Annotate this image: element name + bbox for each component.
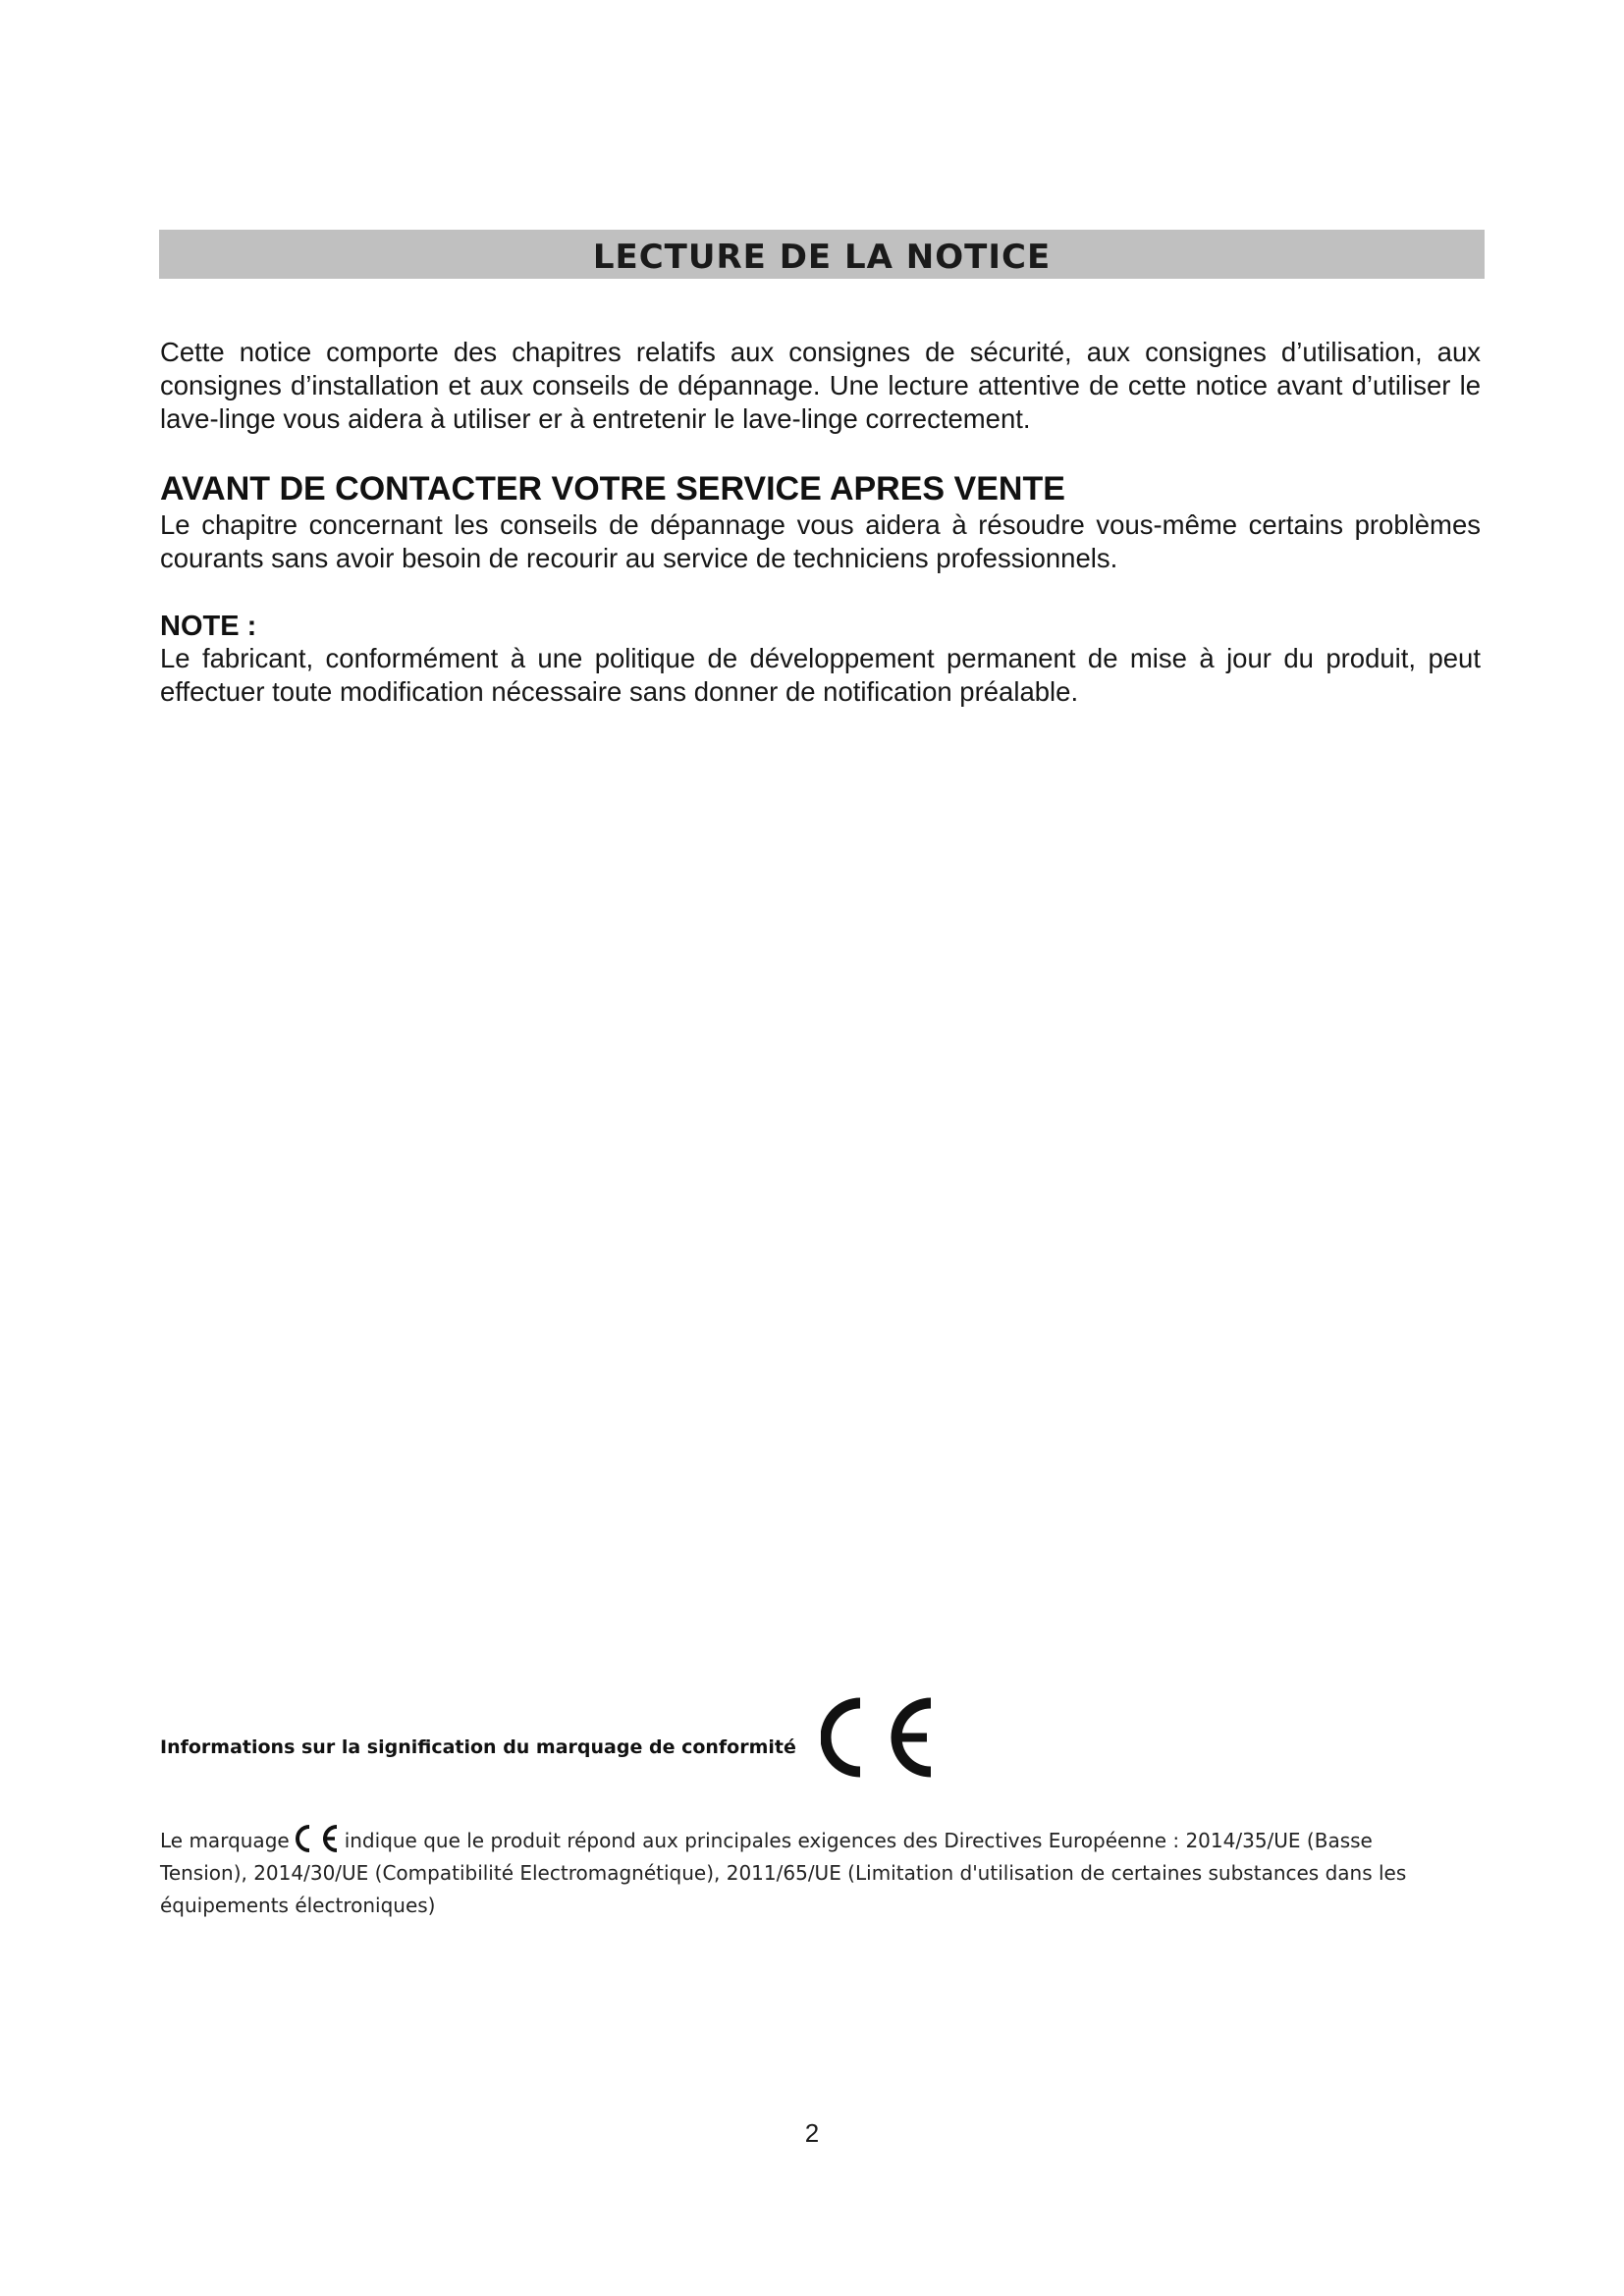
note-label: NOTE : bbox=[160, 611, 257, 642]
ce-info-title: Informations sur la signification du marquage de conformité bbox=[160, 1736, 796, 1758]
avant-paragraph: Le chapitre concernant les conseils de dépannage vous aidera à résoudre vous-même certains problèmes courants sans avoir besoin de recourir au service de techniciens professionnels. bbox=[160, 509, 1481, 573]
intro-paragraph: Cette notice comporte des chapitres relatifs aux consignes de sécurité, aux consignes d’utilisation, aux consignes d’installation et aux conseils de dépannage. Une lecture attentive de cette notice avant d’utiliser le lave-linge vous aidera à utiliser er à entretenir le lave-linge correctement. bbox=[160, 337, 1481, 434]
ce-text-after: indique que le produit répond aux principales exigences des Directives Européenne : 2014/35/UE (Basse Tension), 2014/30/UE (Compatibilité Electromagnétique), 2011/65/UE (Limitation d'utilisation de certaines substances dans les équipements électroniques) bbox=[160, 1829, 1407, 1917]
note-paragraph: Le fabricant, conformément à une politique de développement permanent de mise à jour du produit, peut effectuer toute modification nécessaire sans donner de notification préalable. bbox=[160, 643, 1481, 707]
avant-heading: AVANT DE CONTACTER VOTRE SERVICE APRES VENTE bbox=[160, 470, 1065, 507]
ce-mark-icon bbox=[821, 1695, 939, 1780]
page-title-text: LECTURE DE LA NOTICE bbox=[592, 238, 1052, 277]
page-number: 2 bbox=[804, 2118, 820, 2148]
ce-paragraph bbox=[160, 1824, 1466, 1922]
page-title bbox=[159, 230, 1485, 279]
ce-mark-inline-icon bbox=[292, 1824, 343, 1853]
ce-text-before: Le marquage bbox=[160, 1829, 290, 1852]
